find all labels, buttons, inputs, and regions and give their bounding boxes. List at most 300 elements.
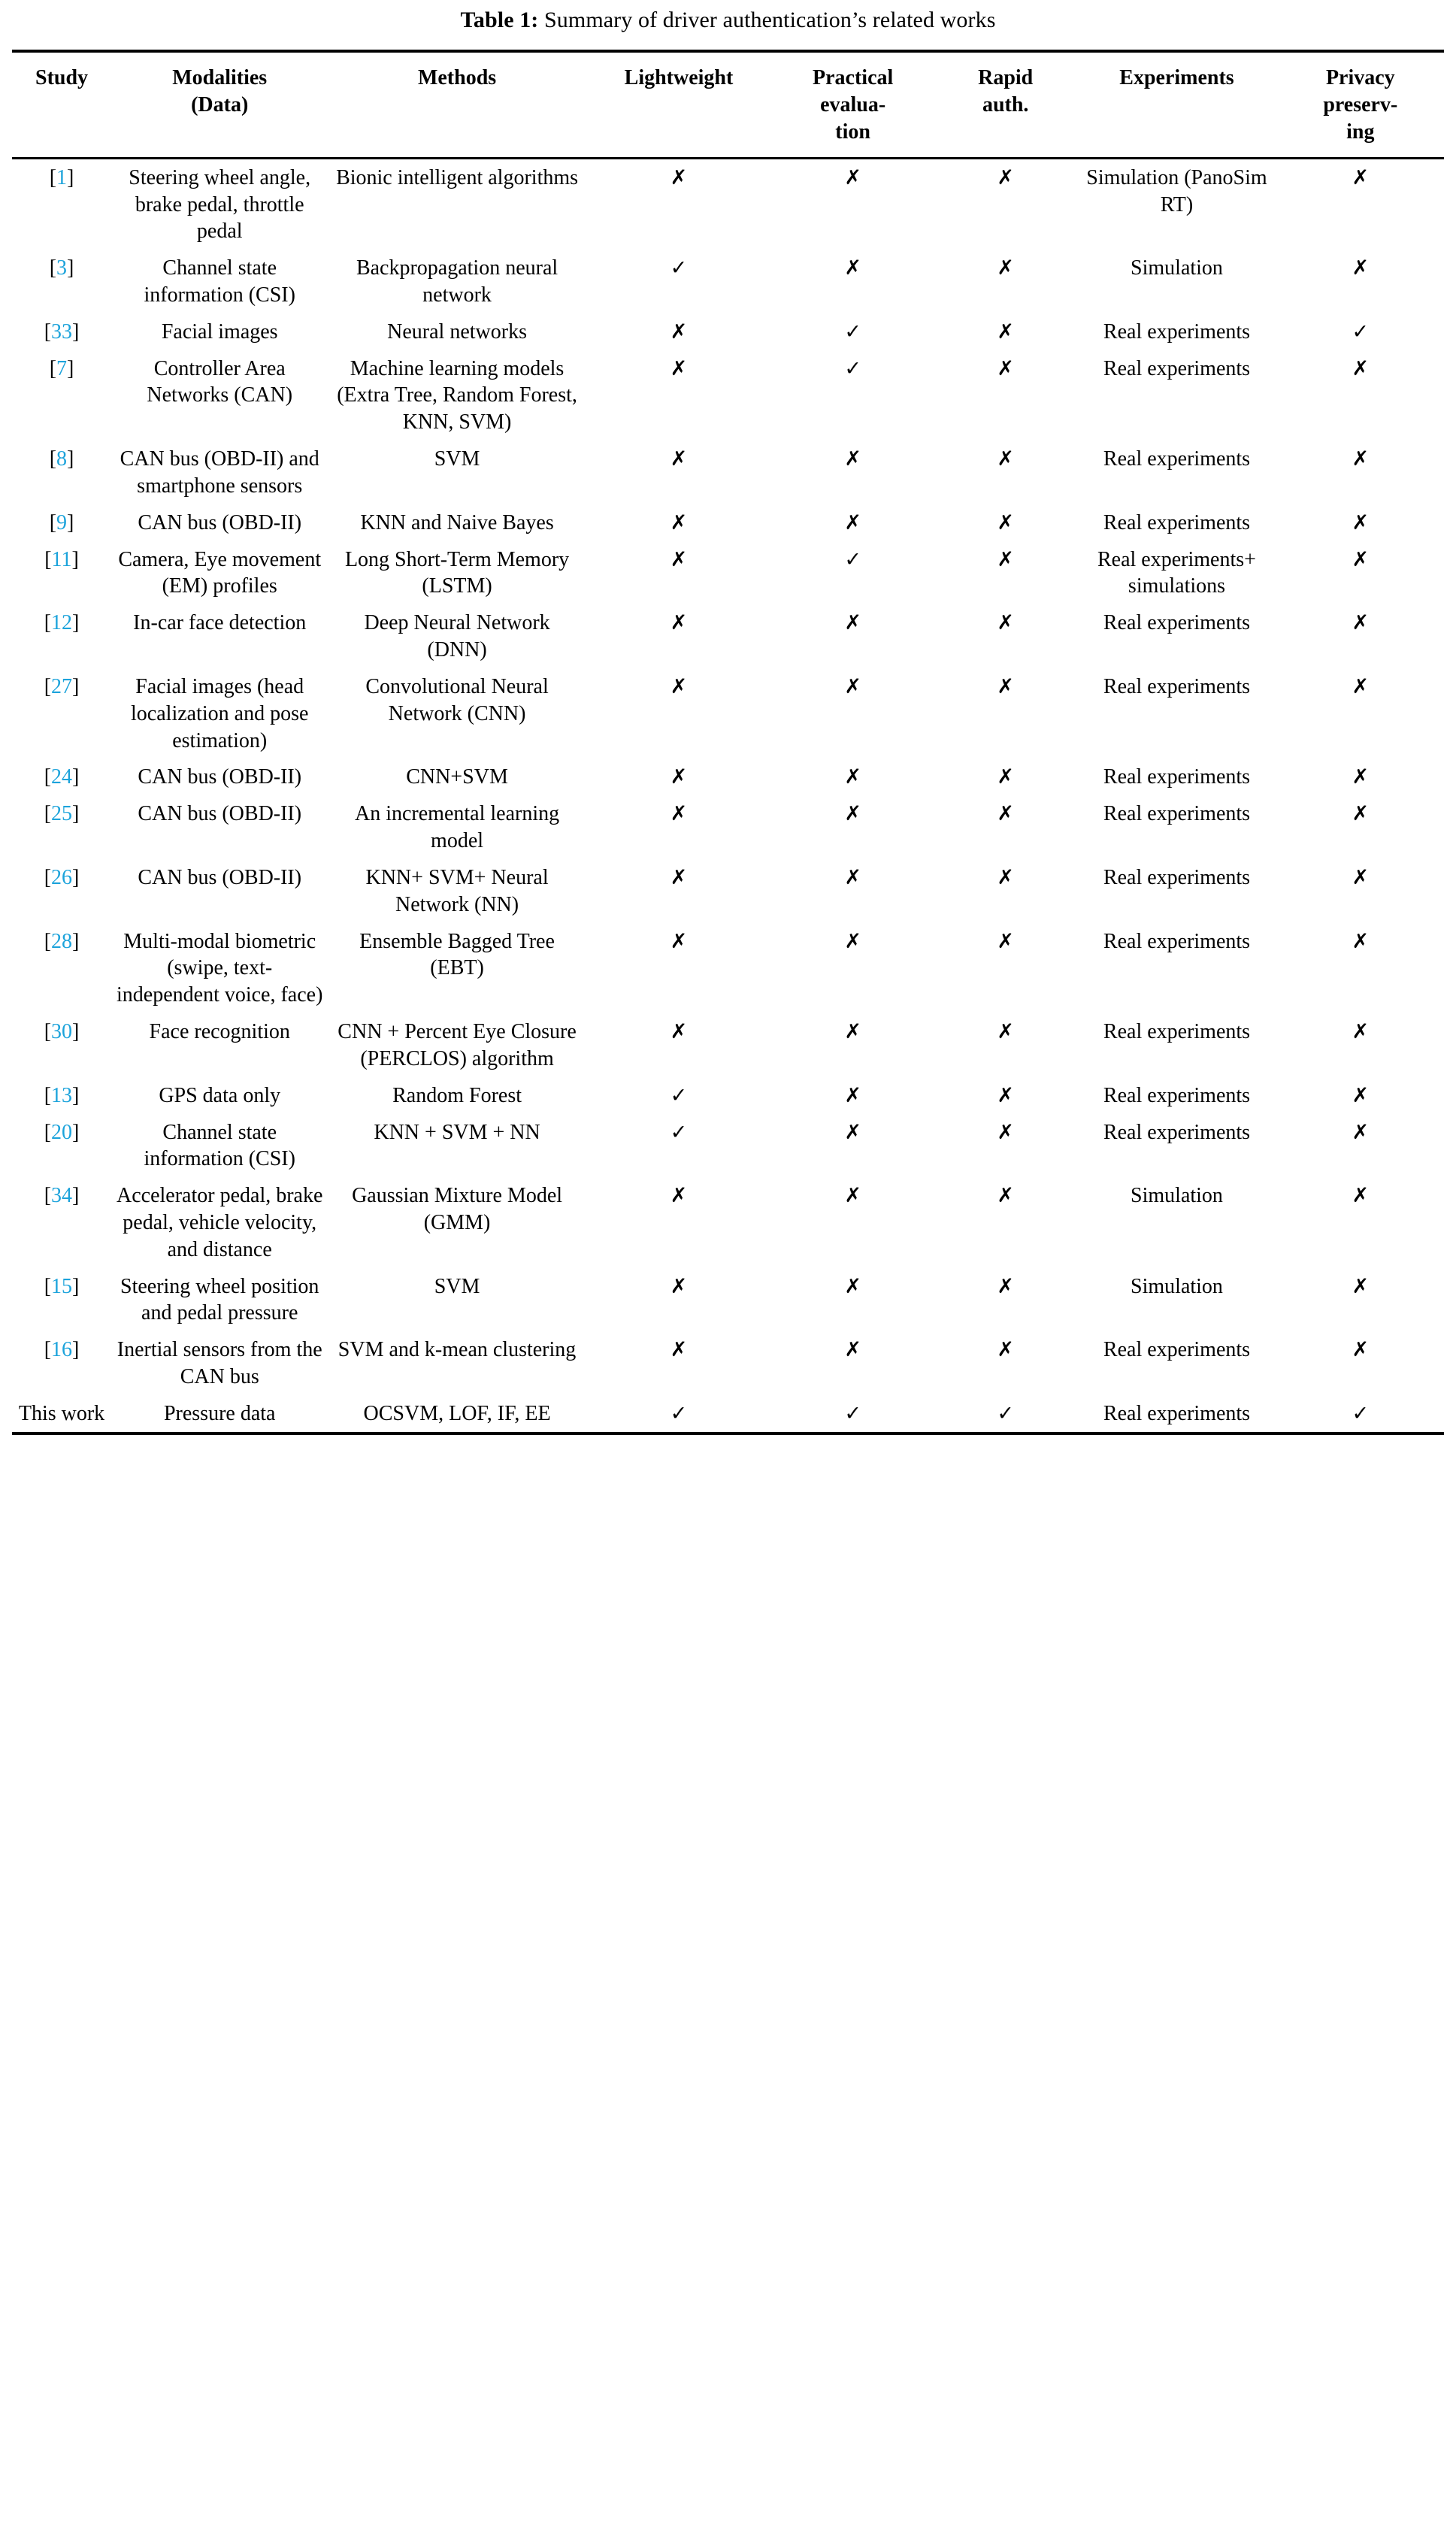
table-header: [12, 51, 1444, 159]
column-header-study: [12, 51, 111, 159]
table-row: [12, 859, 1444, 923]
table-row: [12, 541, 1444, 605]
citation-bracket-open: [: [44, 1184, 52, 1208]
citation-bracket-open: [: [44, 765, 52, 789]
cell-experiments: Simulation (PanoSim RT): [1086, 165, 1267, 216]
cell-rapid-auth: [934, 923, 1076, 1013]
cell-lightweight: [586, 1114, 772, 1178]
citation-bracket-close: ]: [72, 611, 80, 635]
cell-lightweight: [586, 313, 772, 350]
column-header-lightweight: [586, 51, 772, 159]
cross-icon: ✗: [670, 802, 688, 826]
cell-experiments: Real experiments: [1103, 447, 1251, 471]
cell-modalities: CAN bus (OBD-II): [138, 765, 302, 789]
check-icon: ✓: [844, 547, 861, 571]
citation-link[interactable]: 20: [51, 1120, 73, 1144]
cell-modalities: Facial images: [161, 319, 278, 344]
citation-bracket-open: [: [49, 510, 57, 534]
cross-icon: ✗: [997, 165, 1014, 189]
table-row: [12, 1077, 1444, 1114]
column-header-lightweight-label: Lightweight: [624, 65, 734, 89]
cell-practical-evaluation: [771, 1268, 934, 1332]
citation-link[interactable]: 24: [51, 765, 73, 789]
cell-practical-evaluation: [771, 1013, 934, 1077]
cell-modalities: Channel state information (CSI): [144, 1120, 295, 1171]
cross-icon: ✗: [670, 1020, 688, 1044]
citation-link[interactable]: 27: [51, 674, 73, 698]
check-icon: ✓: [670, 1120, 688, 1144]
column-header-practical-line2: evalua-: [820, 92, 886, 117]
citation-bracket-close: ]: [72, 1274, 80, 1298]
cell-lightweight: [586, 1177, 772, 1267]
check-icon: ✓: [997, 1401, 1014, 1425]
cell-modalities: Steering wheel position and pedal pressure: [120, 1274, 319, 1325]
cell-experiments: Real experiments: [1103, 1401, 1251, 1425]
citation-bracket-close: ]: [72, 674, 80, 698]
citation-bracket-close: ]: [72, 1184, 80, 1208]
citation-bracket-close: ]: [67, 510, 74, 534]
cell-study[interactable]: [12, 350, 111, 441]
cell-methods: Convolutional Neural Network (CNN): [365, 674, 549, 725]
cell-modalities: Multi-modal biometric (swipe, text-independent voice, face): [117, 929, 323, 1007]
cross-icon: ✗: [670, 611, 688, 635]
cross-icon: ✗: [1352, 674, 1370, 698]
cell-methods: CNN + Percent Eye Closure (PERCLOS) algorithm: [338, 1020, 577, 1070]
cell-experiments: Real experiments: [1103, 1120, 1251, 1144]
column-header-methods-label: Methods: [417, 65, 497, 89]
cross-icon: ✗: [844, 1020, 861, 1044]
cell-privacy-preserving: [1277, 1114, 1444, 1178]
cross-icon: ✗: [844, 929, 861, 953]
cell-lightweight: [586, 1013, 772, 1077]
cell-rapid-auth: [934, 1177, 1076, 1267]
cell-study[interactable]: [12, 859, 111, 923]
cross-icon: ✗: [844, 510, 861, 534]
cross-icon: ✗: [1352, 611, 1370, 635]
cell-practical-evaluation: [771, 1395, 934, 1434]
citation-link[interactable]: 16: [51, 1338, 73, 1362]
cell-study[interactable]: [12, 1268, 111, 1332]
cell-lightweight: [586, 758, 772, 795]
citation-bracket-close: ]: [71, 547, 79, 571]
cell-rapid-auth: [934, 504, 1076, 541]
cell-rapid-auth: [934, 1077, 1076, 1114]
cell-modalities: Controller Area Networks (CAN): [147, 356, 293, 407]
citation-link[interactable]: 11: [51, 547, 72, 571]
cross-icon: ✗: [670, 510, 688, 534]
cell-practical-evaluation: [771, 604, 934, 668]
cell-experiments: Simulation: [1131, 1184, 1223, 1208]
citation-bracket-close: ]: [72, 1020, 80, 1044]
cross-icon: ✗: [844, 447, 861, 471]
citation-bracket-close: ]: [72, 865, 80, 889]
cell-experiments: Simulation: [1131, 1274, 1223, 1298]
check-icon: ✓: [1352, 1401, 1370, 1425]
cell-lightweight: [586, 1268, 772, 1332]
cell-study[interactable]: [12, 541, 111, 605]
cross-icon: ✗: [844, 674, 861, 698]
check-icon: ✓: [844, 1401, 861, 1425]
cell-rapid-auth: [934, 441, 1076, 504]
cell-rapid-auth: [934, 1268, 1076, 1332]
citation-bracket-open: [: [49, 256, 57, 280]
cell-study[interactable]: [12, 795, 111, 859]
citation-bracket-close: ]: [67, 256, 74, 280]
cell-lightweight: [586, 668, 772, 758]
cell-rapid-auth: [934, 350, 1076, 441]
cross-icon: ✗: [1352, 1020, 1370, 1044]
cross-icon: ✗: [844, 765, 861, 789]
cell-methods: Deep Neural Network (DNN): [364, 611, 550, 662]
cross-icon: ✗: [1352, 765, 1370, 789]
cell-modalities: In-car face detection: [133, 611, 307, 635]
column-header-experiments-label: Experiments: [1119, 65, 1234, 89]
cross-icon: ✗: [997, 319, 1014, 344]
cross-icon: ✗: [844, 1274, 861, 1298]
column-header-practical-line1: Practical: [813, 65, 894, 89]
cell-lightweight: [586, 604, 772, 668]
check-icon: ✓: [670, 1401, 688, 1425]
citation-bracket-open: [: [49, 447, 57, 471]
cell-practical-evaluation: [771, 668, 934, 758]
cell-study[interactable]: [12, 313, 111, 350]
cell-rapid-auth: [934, 1114, 1076, 1178]
cell-lightweight: [586, 859, 772, 923]
cell-study[interactable]: [12, 158, 111, 250]
cross-icon: ✗: [670, 865, 688, 889]
table-row: [12, 1395, 1444, 1434]
cross-icon: ✗: [670, 765, 688, 789]
cross-icon: ✗: [844, 1120, 861, 1144]
cross-icon: ✗: [670, 319, 688, 344]
cell-methods: CNN+SVM: [406, 765, 508, 789]
cell-study[interactable]: [12, 441, 111, 504]
citation-link[interactable]: 13: [51, 1083, 73, 1107]
cell-modalities: CAN bus (OBD-II): [138, 802, 302, 826]
citation-link[interactable]: 28: [51, 929, 73, 953]
cell-methods: Bionic intelligent algorithms: [336, 165, 579, 189]
cross-icon: ✗: [997, 1338, 1014, 1362]
cell-privacy-preserving: [1277, 1013, 1444, 1077]
cell-practical-evaluation: [771, 923, 934, 1013]
column-header-rapid-line1: Rapid: [978, 65, 1034, 89]
cell-privacy-preserving: [1277, 668, 1444, 758]
column-header-practical-evaluation: [771, 51, 934, 159]
cross-icon: ✗: [1352, 165, 1370, 189]
citation-bracket-open: [: [49, 165, 57, 189]
citation-bracket-open: [: [44, 1338, 52, 1362]
cell-lightweight: [586, 504, 772, 541]
citation-bracket-close: ]: [72, 1338, 80, 1362]
cell-study[interactable]: [12, 250, 111, 313]
cell-privacy-preserving: [1277, 541, 1444, 605]
cell-methods: An incremental learning model: [354, 802, 560, 853]
cell-privacy-preserving: [1277, 795, 1444, 859]
citation-bracket-close: ]: [67, 447, 74, 471]
column-header-privacy-line2: preserv-: [1323, 92, 1398, 117]
cell-practical-evaluation: [771, 504, 934, 541]
table-row: [12, 158, 1444, 250]
cell-modalities: CAN bus (OBD-II): [138, 865, 302, 889]
cross-icon: ✗: [670, 1184, 688, 1208]
cross-icon: ✗: [1352, 356, 1370, 380]
cell-methods: Neural networks: [387, 319, 527, 344]
cell-privacy-preserving: [1277, 1331, 1444, 1395]
check-icon: ✓: [670, 1083, 688, 1107]
cell-lightweight: [586, 795, 772, 859]
cell-practical-evaluation: [771, 541, 934, 605]
cell-rapid-auth: [934, 1013, 1076, 1077]
cross-icon: ✗: [997, 447, 1014, 471]
cell-experiments: Real experiments: [1103, 674, 1251, 698]
cell-privacy-preserving: [1277, 350, 1444, 441]
cell-privacy-preserving: [1277, 441, 1444, 504]
cross-icon: ✗: [997, 611, 1014, 635]
cross-icon: ✗: [1352, 1338, 1370, 1362]
cross-icon: ✗: [997, 765, 1014, 789]
cross-icon: ✗: [1352, 1083, 1370, 1107]
cell-study[interactable]: [12, 1077, 111, 1114]
cell-methods: KNN and Naive Bayes: [360, 510, 554, 534]
cross-icon: ✗: [844, 256, 861, 280]
citation-bracket-close: ]: [72, 929, 80, 953]
cell-study[interactable]: [12, 1013, 111, 1077]
cell-experiments: Real experiments: [1103, 319, 1251, 344]
column-header-practical-line3: tion: [835, 120, 870, 144]
column-header-privacy-line3: ing: [1346, 120, 1375, 144]
citation-link[interactable]: 26: [51, 865, 73, 889]
cell-rapid-auth: [934, 795, 1076, 859]
cross-icon: ✗: [997, 547, 1014, 571]
cell-methods: Ensemble Bagged Tree (EBT): [359, 929, 555, 980]
citation-bracket-close: ]: [72, 319, 80, 344]
check-icon: ✓: [670, 256, 688, 280]
cross-icon: ✗: [997, 510, 1014, 534]
citation-link[interactable]: 8: [56, 447, 68, 471]
citation-link[interactable]: 3: [56, 256, 68, 280]
cell-rapid-auth: [934, 250, 1076, 313]
cross-icon: ✗: [997, 1020, 1014, 1044]
cell-privacy-preserving: [1277, 758, 1444, 795]
cell-modalities: CAN bus (OBD-II) and smartphone sensors: [120, 447, 319, 498]
cross-icon: ✗: [844, 802, 861, 826]
cross-icon: ✗: [1352, 510, 1370, 534]
citation-link[interactable]: 7: [56, 356, 68, 380]
cell-rapid-auth: [934, 313, 1076, 350]
cross-icon: ✗: [844, 1338, 861, 1362]
cell-privacy-preserving: [1277, 1268, 1444, 1332]
citation-bracket-close: ]: [72, 802, 80, 826]
table-row: [12, 313, 1444, 350]
cell-lightweight: [586, 350, 772, 441]
citation-link[interactable]: 12: [51, 611, 73, 635]
cell-experiments: Real experiments+ simulations: [1097, 547, 1256, 598]
cell-privacy-preserving: [1277, 923, 1444, 1013]
table-row: [12, 1114, 1444, 1178]
citation-bracket-open: [: [44, 1120, 52, 1144]
table-row: [12, 923, 1444, 1013]
cell-study[interactable]: [12, 1331, 111, 1395]
table-caption-text: Summary of driver authentication’s related works: [538, 8, 996, 32]
table-row: [12, 350, 1444, 441]
table-row: [12, 758, 1444, 795]
cell-practical-evaluation: [771, 441, 934, 504]
cell-methods: Machine learning models (Extra Tree, Random Forest, KNN, SVM): [337, 356, 577, 434]
cell-practical-evaluation: [771, 250, 934, 313]
cross-icon: ✗: [670, 356, 688, 380]
cross-icon: ✗: [1352, 802, 1370, 826]
citation-link[interactable]: 25: [51, 802, 73, 826]
cell-modalities: Facial images (head localization and pose estimation): [131, 674, 309, 752]
cell-methods: KNN+ SVM+ Neural Network (NN): [365, 865, 549, 916]
column-header-experiments: [1076, 51, 1276, 159]
citation-bracket-close: ]: [67, 356, 74, 380]
cell-study[interactable]: [12, 1177, 111, 1267]
cross-icon: ✗: [670, 547, 688, 571]
cell-practical-evaluation: [771, 1114, 934, 1178]
cross-icon: ✗: [997, 1274, 1014, 1298]
table-row: [12, 795, 1444, 859]
cross-icon: ✗: [670, 674, 688, 698]
cross-icon: ✗: [670, 1274, 688, 1298]
cross-icon: ✗: [997, 865, 1014, 889]
citation-bracket-close: ]: [72, 765, 80, 789]
cross-icon: ✗: [1352, 1274, 1370, 1298]
table-row: [12, 1013, 1444, 1077]
table-row: [12, 441, 1444, 504]
cell-modalities: Camera, Eye movement (EM) profiles: [118, 547, 322, 598]
cell-rapid-auth: [934, 541, 1076, 605]
cross-icon: ✗: [670, 929, 688, 953]
cell-methods: Gaussian Mixture Model (GMM): [352, 1184, 563, 1234]
citation-bracket-open: [: [44, 1083, 52, 1107]
cell-experiments: Real experiments: [1103, 510, 1251, 534]
cross-icon: ✗: [844, 165, 861, 189]
cross-icon: ✗: [1352, 256, 1370, 280]
citation-bracket-open: [: [44, 611, 52, 635]
cell-practical-evaluation: [771, 1077, 934, 1114]
cross-icon: ✗: [844, 865, 861, 889]
column-header-study-label: Study: [35, 65, 89, 89]
cross-icon: ✗: [997, 929, 1014, 953]
cell-experiments: Real experiments: [1103, 802, 1251, 826]
cell-practical-evaluation: [771, 758, 934, 795]
cell-methods: SVM: [434, 447, 480, 471]
cell-modalities: Accelerator pedal, brake pedal, vehicle velocity, and distance: [117, 1184, 323, 1261]
citation-bracket-close: ]: [67, 165, 74, 189]
table-row: [12, 504, 1444, 541]
cell-study[interactable]: [12, 604, 111, 668]
cell-experiments: Real experiments: [1103, 929, 1251, 953]
cell-practical-evaluation: [771, 859, 934, 923]
cell-study[interactable]: [12, 923, 111, 1013]
cell-lightweight: [586, 1395, 772, 1434]
cell-rapid-auth: [934, 859, 1076, 923]
cell-privacy-preserving: [1277, 250, 1444, 313]
cell-study[interactable]: [12, 758, 111, 795]
citation-link[interactable]: 15: [51, 1274, 73, 1298]
citation-bracket-close: ]: [72, 1120, 80, 1144]
citation-link[interactable]: 1: [56, 165, 68, 189]
cell-methods: SVM: [434, 1274, 480, 1298]
cell-experiments: Real experiments: [1103, 1338, 1251, 1362]
cross-icon: ✗: [1352, 547, 1370, 571]
related-works-table: [12, 50, 1444, 1435]
cell-practical-evaluation: [771, 1177, 934, 1267]
table-row: [12, 1268, 1444, 1332]
cross-icon: ✗: [997, 1083, 1014, 1107]
citation-link[interactable]: 33: [51, 319, 73, 344]
cross-icon: ✗: [844, 1083, 861, 1107]
cross-icon: ✗: [844, 611, 861, 635]
cross-icon: ✗: [1352, 1120, 1370, 1144]
cell-methods: Long Short-Term Memory (LSTM): [344, 547, 570, 598]
cell-lightweight: [586, 158, 772, 250]
cell-practical-evaluation: [771, 158, 934, 250]
cell-experiments: Real experiments: [1103, 611, 1251, 635]
cell-methods: Random Forest: [392, 1083, 522, 1107]
study-label: This work: [18, 1401, 105, 1425]
table-row: [12, 604, 1444, 668]
cell-study[interactable]: [12, 1114, 111, 1178]
cell-practical-evaluation: [771, 1331, 934, 1395]
citation-bracket-open: [: [44, 929, 52, 953]
cell-study[interactable]: [12, 504, 111, 541]
cell-study: [12, 1395, 111, 1434]
cell-modalities: Channel state information (CSI): [144, 256, 295, 307]
cell-modalities: Face recognition: [149, 1020, 290, 1044]
cross-icon: ✗: [997, 802, 1014, 826]
cell-privacy-preserving: [1277, 158, 1444, 250]
cell-practical-evaluation: [771, 350, 934, 441]
cross-icon: ✗: [670, 1338, 688, 1362]
cell-experiments: Real experiments: [1103, 765, 1251, 789]
cell-lightweight: [586, 1077, 772, 1114]
column-header-modalities-line1: Modalities: [172, 65, 268, 89]
cell-study[interactable]: [12, 668, 111, 758]
column-header-rapid-auth: [934, 51, 1076, 159]
citation-link[interactable]: 30: [51, 1020, 73, 1044]
cell-privacy-preserving: [1277, 504, 1444, 541]
table-caption-label: Table 1:: [460, 8, 539, 32]
citation-bracket-open: [: [44, 674, 52, 698]
cross-icon: ✗: [1352, 865, 1370, 889]
cell-privacy-preserving: [1277, 313, 1444, 350]
cell-methods: OCSVM, LOF, IF, EE: [363, 1401, 551, 1425]
column-header-methods: [328, 51, 586, 159]
cell-rapid-auth: [934, 668, 1076, 758]
table-row: [12, 1331, 1444, 1395]
column-header-privacy-preserving: [1277, 51, 1444, 159]
table-row: [12, 250, 1444, 313]
citation-link[interactable]: 34: [51, 1184, 73, 1208]
cross-icon: ✗: [997, 674, 1014, 698]
cell-modalities: CAN bus (OBD-II): [138, 510, 302, 534]
column-header-modalities: [111, 51, 328, 159]
table-caption: [0, 0, 1456, 50]
column-header-privacy-line1: Privacy: [1325, 65, 1395, 89]
cell-privacy-preserving: [1277, 604, 1444, 668]
citation-bracket-open: [: [44, 1020, 52, 1044]
cell-privacy-preserving: [1277, 1395, 1444, 1434]
cell-rapid-auth: [934, 158, 1076, 250]
cell-privacy-preserving: [1277, 859, 1444, 923]
cell-rapid-auth: [934, 758, 1076, 795]
citation-link[interactable]: 9: [56, 510, 68, 534]
column-header-rapid-line2: auth.: [982, 92, 1029, 117]
cell-modalities: GPS data only: [159, 1083, 281, 1107]
citation-bracket-open: [: [44, 1274, 52, 1298]
